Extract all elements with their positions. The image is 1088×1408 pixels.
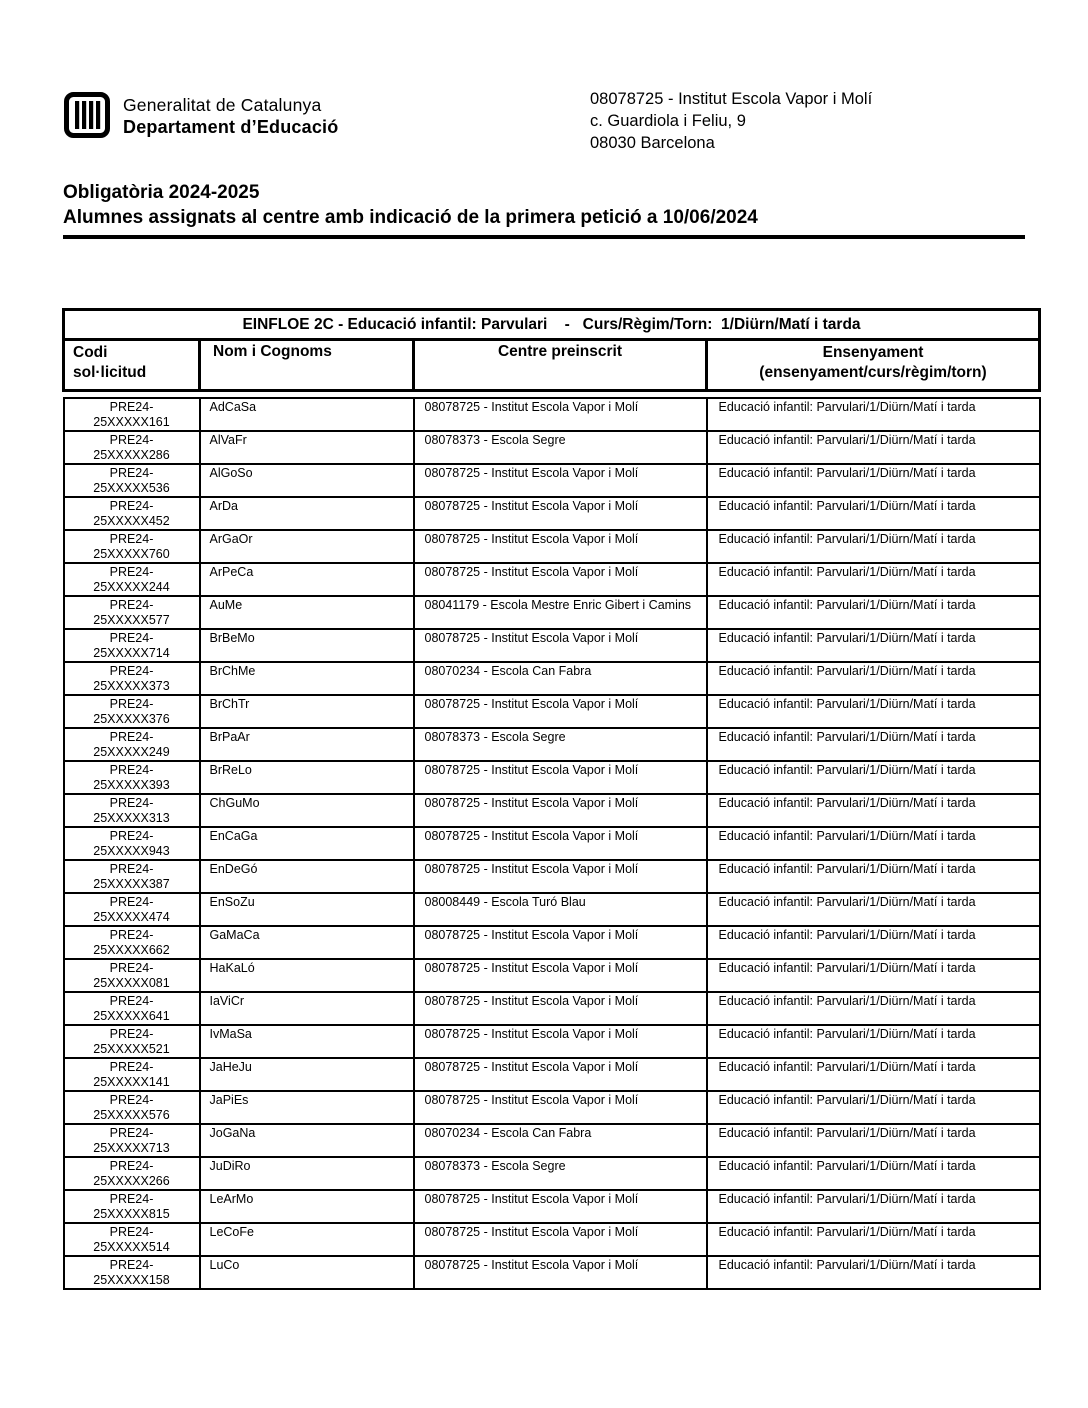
codi-number: 25XXXXX081 bbox=[93, 976, 170, 990]
codi-prefix: PRE24- bbox=[109, 961, 154, 975]
table-row bbox=[64, 992, 1040, 1025]
nom-cell: JaPiEs bbox=[200, 1091, 414, 1124]
ensenyament-cell: Educació infantil: Parvulari/1/Diürn/Matí i tarda bbox=[707, 827, 1040, 860]
centre-cell: 08078725 - Institut Escola Vapor i Molí bbox=[414, 926, 707, 959]
ens-header-line2: (ensenyament/curs/règim/torn) bbox=[759, 364, 987, 381]
codi-cell bbox=[64, 695, 200, 728]
ensenyament-cell: Educació infantil: Parvulari/1/Diürn/Matí i tarda bbox=[707, 1025, 1040, 1058]
ensenyament-cell: Educació infantil: Parvulari/1/Diürn/Matí i tarda bbox=[707, 464, 1040, 497]
codi-number: 25XXXXX452 bbox=[93, 514, 170, 528]
header-body-spacer bbox=[64, 391, 1040, 399]
codi-number: 25XXXXX474 bbox=[93, 910, 170, 924]
table-row bbox=[64, 1058, 1040, 1091]
codi-cell bbox=[64, 728, 200, 761]
table-row bbox=[64, 827, 1040, 860]
centre-cell: 08078725 - Institut Escola Vapor i Molí bbox=[414, 563, 707, 596]
codi-cell bbox=[64, 1124, 200, 1157]
column-header-codi bbox=[64, 340, 200, 391]
table-row bbox=[64, 431, 1040, 464]
nom-cell: BrBeMo bbox=[200, 629, 414, 662]
codi-cell bbox=[64, 860, 200, 893]
codi-prefix: PRE24- bbox=[109, 466, 154, 480]
centre-cell: 08078725 - Institut Escola Vapor i Molí bbox=[414, 1091, 707, 1124]
nom-cell: LuCo bbox=[200, 1256, 414, 1289]
nom-cell: ArPeCa bbox=[200, 563, 414, 596]
centre-cell: 08078725 - Institut Escola Vapor i Molí bbox=[414, 464, 707, 497]
ensenyament-cell: Educació infantil: Parvulari/1/Diürn/Matí i tarda bbox=[707, 530, 1040, 563]
codi-prefix: PRE24- bbox=[109, 928, 154, 942]
nom-cell: EnDeGó bbox=[200, 860, 414, 893]
table-row bbox=[64, 629, 1040, 662]
center-code-name: 08078725 - Institut Escola Vapor i Molí bbox=[590, 90, 873, 108]
centre-cell: 08078725 - Institut Escola Vapor i Molí bbox=[414, 794, 707, 827]
codi-number: 25XXXXX313 bbox=[93, 811, 170, 825]
nom-cell: HaKaLó bbox=[200, 959, 414, 992]
codi-cell bbox=[64, 1223, 200, 1256]
table-row bbox=[64, 1157, 1040, 1190]
table-row bbox=[64, 464, 1040, 497]
centre-cell: 08078725 - Institut Escola Vapor i Molí bbox=[414, 1058, 707, 1091]
codi-prefix: PRE24- bbox=[109, 829, 154, 843]
nom-cell: BrChTr bbox=[200, 695, 414, 728]
codi-prefix: PRE24- bbox=[109, 1159, 154, 1173]
nom-cell: AuMe bbox=[200, 596, 414, 629]
assignments-table bbox=[62, 308, 1041, 1290]
centre-cell: 08078373 - Escola Segre bbox=[414, 431, 707, 464]
codi-number: 25XXXXX641 bbox=[93, 1009, 170, 1023]
ensenyament-cell: Educació infantil: Parvulari/1/Diürn/Matí i tarda bbox=[707, 398, 1040, 431]
codi-cell bbox=[64, 893, 200, 926]
codi-number: 25XXXXX815 bbox=[93, 1207, 170, 1221]
codi-prefix: PRE24- bbox=[109, 400, 154, 414]
nom-cell: EnSoZu bbox=[200, 893, 414, 926]
codi-cell bbox=[64, 1091, 200, 1124]
table-row bbox=[64, 1190, 1040, 1223]
ensenyament-cell: Educació infantil: Parvulari/1/Diürn/Matí i tarda bbox=[707, 860, 1040, 893]
center-city: 08030 Barcelona bbox=[590, 134, 715, 152]
org-name: Generalitat de Catalunya bbox=[123, 95, 322, 115]
table-row bbox=[64, 497, 1040, 530]
codi-prefix: PRE24- bbox=[109, 1192, 154, 1206]
codi-number: 25XXXXX373 bbox=[93, 679, 170, 693]
ensenyament-cell: Educació infantil: Parvulari/1/Diürn/Matí i tarda bbox=[707, 794, 1040, 827]
nom-cell: ArGaOr bbox=[200, 530, 414, 563]
codi-cell bbox=[64, 596, 200, 629]
centre-cell: 08008449 - Escola Turó Blau bbox=[414, 893, 707, 926]
nom-cell: JaHeJu bbox=[200, 1058, 414, 1091]
brand-block bbox=[64, 92, 338, 138]
centre-cell: 08078725 - Institut Escola Vapor i Molí bbox=[414, 1025, 707, 1058]
centre-cell: 08078725 - Institut Escola Vapor i Molí bbox=[414, 1223, 707, 1256]
table-row bbox=[64, 1223, 1040, 1256]
center-address-block bbox=[590, 88, 872, 154]
codi-cell bbox=[64, 563, 200, 596]
codi-prefix: PRE24- bbox=[109, 697, 154, 711]
nom-cell: JuDiRo bbox=[200, 1157, 414, 1190]
codi-header-line1: Codi bbox=[73, 344, 108, 361]
codi-number: 25XXXXX514 bbox=[93, 1240, 170, 1254]
codi-prefix: PRE24- bbox=[109, 598, 154, 612]
codi-cell bbox=[64, 530, 200, 563]
codi-prefix: PRE24- bbox=[109, 1093, 154, 1107]
nom-cell: BrReLo bbox=[200, 761, 414, 794]
codi-number: 25XXXXX943 bbox=[93, 844, 170, 858]
ensenyament-cell: Educació infantil: Parvulari/1/Diürn/Matí i tarda bbox=[707, 596, 1040, 629]
ensenyament-cell: Educació infantil: Parvulari/1/Diürn/Matí i tarda bbox=[707, 662, 1040, 695]
senyera-shield-icon bbox=[64, 92, 110, 138]
codi-prefix: PRE24- bbox=[109, 532, 154, 546]
codi-prefix: PRE24- bbox=[109, 1060, 154, 1074]
codi-cell bbox=[64, 1025, 200, 1058]
codi-prefix: PRE24- bbox=[109, 895, 154, 909]
ensenyament-cell: Educació infantil: Parvulari/1/Diürn/Matí i tarda bbox=[707, 1256, 1040, 1289]
table-row bbox=[64, 662, 1040, 695]
ensenyament-cell: Educació infantil: Parvulari/1/Diürn/Matí i tarda bbox=[707, 1058, 1040, 1091]
codi-cell bbox=[64, 1058, 200, 1091]
codi-prefix: PRE24- bbox=[109, 565, 154, 579]
codi-cell bbox=[64, 464, 200, 497]
table-row bbox=[64, 893, 1040, 926]
ensenyament-cell: Educació infantil: Parvulari/1/Diürn/Matí i tarda bbox=[707, 695, 1040, 728]
codi-number: 25XXXXX577 bbox=[93, 613, 170, 627]
department-name: Departament d’Educació bbox=[123, 117, 339, 137]
title-block bbox=[63, 180, 1025, 239]
table-head bbox=[64, 310, 1040, 399]
table-row bbox=[64, 1124, 1040, 1157]
ensenyament-cell: Educació infantil: Parvulari/1/Diürn/Matí i tarda bbox=[707, 728, 1040, 761]
brand-text bbox=[123, 92, 338, 138]
codi-number: 25XXXXX662 bbox=[93, 943, 170, 957]
codi-number: 25XXXXX376 bbox=[93, 712, 170, 726]
centre-cell: 08070234 - Escola Can Fabra bbox=[414, 662, 707, 695]
table-row bbox=[64, 398, 1040, 431]
table-row bbox=[64, 926, 1040, 959]
ensenyament-cell: Educació infantil: Parvulari/1/Diürn/Matí i tarda bbox=[707, 761, 1040, 794]
table-body bbox=[64, 398, 1040, 1289]
codi-prefix: PRE24- bbox=[109, 862, 154, 876]
nom-cell: AlGoSo bbox=[200, 464, 414, 497]
codi-cell bbox=[64, 431, 200, 464]
ensenyament-cell: Educació infantil: Parvulari/1/Diürn/Matí i tarda bbox=[707, 1223, 1040, 1256]
table-row bbox=[64, 695, 1040, 728]
codi-prefix: PRE24- bbox=[109, 994, 154, 1008]
centre-cell: 08078725 - Institut Escola Vapor i Molí bbox=[414, 827, 707, 860]
nom-cell: IaViCr bbox=[200, 992, 414, 1025]
ensenyament-cell: Educació infantil: Parvulari/1/Diürn/Matí i tarda bbox=[707, 992, 1040, 1025]
centre-cell: 08078725 - Institut Escola Vapor i Molí bbox=[414, 398, 707, 431]
nom-cell: ChGuMo bbox=[200, 794, 414, 827]
codi-cell bbox=[64, 1256, 200, 1289]
centre-cell: 08078373 - Escola Segre bbox=[414, 728, 707, 761]
codi-cell bbox=[64, 629, 200, 662]
codi-number: 25XXXXX760 bbox=[93, 547, 170, 561]
codi-prefix: PRE24- bbox=[109, 730, 154, 744]
codi-prefix: PRE24- bbox=[109, 433, 154, 447]
codi-number: 25XXXXX244 bbox=[93, 580, 170, 594]
nom-cell: IvMaSa bbox=[200, 1025, 414, 1058]
codi-number: 25XXXXX576 bbox=[93, 1108, 170, 1122]
codi-prefix: PRE24- bbox=[109, 1225, 154, 1239]
codi-cell bbox=[64, 827, 200, 860]
ensenyament-cell: Educació infantil: Parvulari/1/Diürn/Matí i tarda bbox=[707, 1124, 1040, 1157]
table-row bbox=[64, 1256, 1040, 1289]
codi-cell bbox=[64, 398, 200, 431]
ensenyament-cell: Educació infantil: Parvulari/1/Diürn/Matí i tarda bbox=[707, 959, 1040, 992]
codi-prefix: PRE24- bbox=[109, 1126, 154, 1140]
codi-prefix: PRE24- bbox=[109, 499, 154, 513]
centre-cell: 08078725 - Institut Escola Vapor i Molí bbox=[414, 629, 707, 662]
ensenyament-cell: Educació infantil: Parvulari/1/Diürn/Matí i tarda bbox=[707, 629, 1040, 662]
codi-cell bbox=[64, 959, 200, 992]
nom-cell: ArDa bbox=[200, 497, 414, 530]
ensenyament-cell: Educació infantil: Parvulari/1/Diürn/Matí i tarda bbox=[707, 497, 1040, 530]
nom-cell: GaMaCa bbox=[200, 926, 414, 959]
nom-cell: BrChMe bbox=[200, 662, 414, 695]
nom-cell: LeCoFe bbox=[200, 1223, 414, 1256]
column-header-row bbox=[64, 340, 1040, 391]
ensenyament-cell: Educació infantil: Parvulari/1/Diürn/Matí i tarda bbox=[707, 893, 1040, 926]
table-row bbox=[64, 959, 1040, 992]
centre-cell: 08070234 - Escola Can Fabra bbox=[414, 1124, 707, 1157]
centre-cell: 08078725 - Institut Escola Vapor i Molí bbox=[414, 992, 707, 1025]
ensenyament-cell: Educació infantil: Parvulari/1/Diürn/Matí i tarda bbox=[707, 1091, 1040, 1124]
codi-number: 25XXXXX714 bbox=[93, 646, 170, 660]
centre-cell: 08078725 - Institut Escola Vapor i Molí bbox=[414, 1190, 707, 1223]
codi-prefix: PRE24- bbox=[109, 1027, 154, 1041]
codi-cell bbox=[64, 1157, 200, 1190]
codi-cell bbox=[64, 794, 200, 827]
codi-cell bbox=[64, 761, 200, 794]
ensenyament-cell: Educació infantil: Parvulari/1/Diürn/Matí i tarda bbox=[707, 431, 1040, 464]
table-row bbox=[64, 761, 1040, 794]
table-row bbox=[64, 1091, 1040, 1124]
nom-cell: AdCaSa bbox=[200, 398, 414, 431]
column-header-nom: Nom i Cognoms bbox=[200, 340, 414, 391]
ensenyament-cell: Educació infantil: Parvulari/1/Diürn/Matí i tarda bbox=[707, 563, 1040, 596]
codi-number: 25XXXXX161 bbox=[93, 415, 170, 429]
ens-header-line1: Ensenyament bbox=[822, 344, 924, 361]
centre-cell: 08041179 - Escola Mestre Enric Gibert i Camins bbox=[414, 596, 707, 629]
codi-cell bbox=[64, 926, 200, 959]
centre-cell: 08078373 - Escola Segre bbox=[414, 1157, 707, 1190]
codi-cell bbox=[64, 992, 200, 1025]
codi-number: 25XXXXX141 bbox=[93, 1075, 170, 1089]
codi-number: 25XXXXX286 bbox=[93, 448, 170, 462]
table-row bbox=[64, 860, 1040, 893]
codi-number: 25XXXXX266 bbox=[93, 1174, 170, 1188]
nom-cell: AlVaFr bbox=[200, 431, 414, 464]
title-period: Obligatòria 2024-2025 bbox=[63, 182, 260, 203]
nom-cell: LeArMo bbox=[200, 1190, 414, 1223]
nom-cell: JoGaNa bbox=[200, 1124, 414, 1157]
table-row bbox=[64, 563, 1040, 596]
table-row bbox=[64, 728, 1040, 761]
table-row bbox=[64, 530, 1040, 563]
codi-number: 25XXXXX393 bbox=[93, 778, 170, 792]
centre-cell: 08078725 - Institut Escola Vapor i Molí bbox=[414, 860, 707, 893]
codi-number: 25XXXXX158 bbox=[93, 1273, 170, 1287]
codi-number: 25XXXXX387 bbox=[93, 877, 170, 891]
codi-prefix: PRE24- bbox=[109, 763, 154, 777]
codi-cell bbox=[64, 1190, 200, 1223]
column-header-ensenyament bbox=[707, 340, 1040, 391]
center-street: c. Guardiola i Feliu, 9 bbox=[590, 112, 746, 130]
codi-prefix: PRE24- bbox=[109, 631, 154, 645]
codi-prefix: PRE24- bbox=[109, 796, 154, 810]
codi-prefix: PRE24- bbox=[109, 1258, 154, 1272]
centre-cell: 08078725 - Institut Escola Vapor i Molí bbox=[414, 761, 707, 794]
nom-cell: EnCaGa bbox=[200, 827, 414, 860]
ensenyament-cell: Educació infantil: Parvulari/1/Diürn/Matí i tarda bbox=[707, 1190, 1040, 1223]
codi-cell bbox=[64, 497, 200, 530]
table-row bbox=[64, 1025, 1040, 1058]
codi-number: 25XXXXX521 bbox=[93, 1042, 170, 1056]
title-description: Alumnes assignats al centre amb indicació de la primera petició a 10/06/2024 bbox=[63, 207, 758, 228]
table-row bbox=[64, 596, 1040, 629]
column-header-centre: Centre preinscrit bbox=[414, 340, 707, 391]
codi-header-line2: sol·licitud bbox=[73, 364, 147, 381]
codi-number: 25XXXXX249 bbox=[93, 745, 170, 759]
ensenyament-cell: Educació infantil: Parvulari/1/Diürn/Matí i tarda bbox=[707, 926, 1040, 959]
codi-cell bbox=[64, 662, 200, 695]
centre-cell: 08078725 - Institut Escola Vapor i Molí bbox=[414, 959, 707, 992]
centre-cell: 08078725 - Institut Escola Vapor i Molí bbox=[414, 1256, 707, 1289]
group-header-row bbox=[64, 310, 1040, 340]
codi-number: 25XXXXX536 bbox=[93, 481, 170, 495]
centre-cell: 08078725 - Institut Escola Vapor i Molí bbox=[414, 695, 707, 728]
ensenyament-cell: Educació infantil: Parvulari/1/Diürn/Matí i tarda bbox=[707, 1157, 1040, 1190]
centre-cell: 08078725 - Institut Escola Vapor i Molí bbox=[414, 497, 707, 530]
centre-cell: 08078725 - Institut Escola Vapor i Molí bbox=[414, 530, 707, 563]
table-row bbox=[64, 794, 1040, 827]
nom-cell: BrPaAr bbox=[200, 728, 414, 761]
group-header: EINFLOE 2C - Educació infantil: Parvulari - Curs/Règim/Torn: 1/Diürn/Matí i tarda bbox=[64, 310, 1040, 340]
codi-number: 25XXXXX713 bbox=[93, 1141, 170, 1155]
codi-prefix: PRE24- bbox=[109, 664, 154, 678]
